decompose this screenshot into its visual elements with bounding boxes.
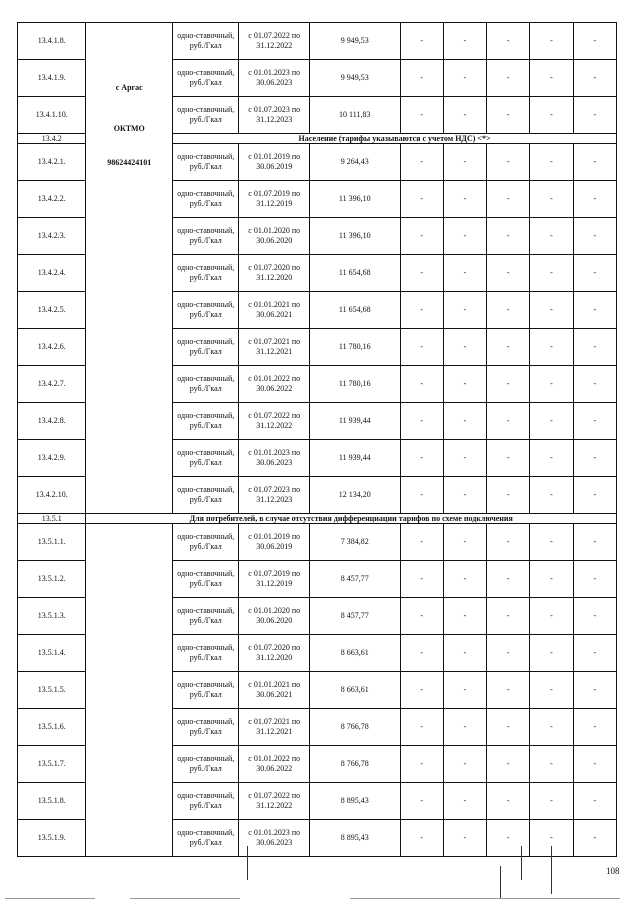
page-number: 108 (606, 866, 620, 876)
row-number: 13.4.2.4. (18, 255, 86, 292)
dash-cell: - (487, 635, 530, 672)
tariff-period: с 01.01.2023 по 30.06.2023 (239, 60, 309, 97)
dash-cell: - (573, 292, 616, 329)
tariff-type: одно-ставочный, руб./Гкал (173, 329, 239, 366)
row-number: 13.4.1.9. (18, 60, 86, 97)
tariff-type: одно-ставочный, руб./Гкал (173, 366, 239, 403)
dash-cell: - (400, 144, 443, 181)
dash-cell: - (530, 440, 573, 477)
tariff-period: с 01.07.2021 по 31.12.2021 (239, 329, 309, 366)
dash-cell: - (443, 561, 486, 598)
tariff-type: одно-ставочный, руб./Гкал (173, 672, 239, 709)
dash-cell: - (443, 255, 486, 292)
tariff-value: 8 663,61 (309, 672, 400, 709)
tariff-type: одно-ставочный, руб./Гкал (173, 477, 239, 514)
tariff-value: 10 111,83 (309, 97, 400, 134)
dash-cell: - (530, 23, 573, 60)
dash-cell: - (487, 60, 530, 97)
dash-cell: - (400, 403, 443, 440)
table-row (18, 524, 617, 561)
dash-cell: - (573, 329, 616, 366)
dash-cell: - (573, 820, 616, 857)
tariff-value: 9 949,53 (309, 60, 400, 97)
tariff-value: 8 766,78 (309, 746, 400, 783)
dash-cell: - (443, 524, 486, 561)
tariff-type: одно-ставочный, руб./Гкал (173, 635, 239, 672)
dash-cell: - (530, 672, 573, 709)
tariff-period: с 01.07.2019 по 31.12.2019 (239, 561, 309, 598)
dash-cell: - (530, 783, 573, 820)
tariff-value: 9 264,43 (309, 144, 400, 181)
tariff-value: 11 654,68 (309, 292, 400, 329)
dash-cell: - (443, 403, 486, 440)
dash-cell: - (530, 218, 573, 255)
dash-cell: - (443, 23, 486, 60)
dash-cell: - (443, 329, 486, 366)
dash-cell: - (573, 60, 616, 97)
dash-cell: - (530, 477, 573, 514)
dash-cell: - (443, 292, 486, 329)
dash-cell: - (400, 329, 443, 366)
settlement-cell (86, 23, 173, 514)
tariff-period: с 01.01.2021 по 30.06.2021 (239, 672, 309, 709)
scan-line (521, 846, 522, 880)
dash-cell: - (443, 635, 486, 672)
dash-cell: - (487, 329, 530, 366)
dash-cell: - (530, 561, 573, 598)
dash-cell: - (530, 366, 573, 403)
dash-cell: - (573, 403, 616, 440)
tariff-value: 11 780,16 (309, 366, 400, 403)
tariff-value: 11 396,10 (309, 181, 400, 218)
tariff-type: одно-ставочный, руб./Гкал (173, 440, 239, 477)
tariff-value: 11 780,16 (309, 329, 400, 366)
row-number: 13.4.1.10. (18, 97, 86, 134)
tariff-period: с 01.01.2021 по 30.06.2021 (239, 292, 309, 329)
dash-cell: - (400, 97, 443, 134)
dash-cell: - (530, 144, 573, 181)
dash-cell: - (400, 60, 443, 97)
dash-cell: - (573, 218, 616, 255)
dash-cell: - (487, 524, 530, 561)
tariff-type: одно-ставочный, руб./Гкал (173, 561, 239, 598)
dash-cell: - (443, 709, 486, 746)
dash-cell: - (573, 746, 616, 783)
scan-line (130, 898, 240, 899)
dash-cell: - (443, 783, 486, 820)
dash-cell: - (530, 524, 573, 561)
dash-cell: - (400, 218, 443, 255)
tariff-period: с 01.01.2019 по 30.06.2019 (239, 524, 309, 561)
dash-cell: - (530, 255, 573, 292)
row-number: 13.4.2.10. (18, 477, 86, 514)
settlement-oktmo-label: ОКТМО (113, 124, 145, 133)
row-number: 13.5.1.2. (18, 561, 86, 598)
dash-cell: - (487, 97, 530, 134)
dash-cell: - (487, 746, 530, 783)
tariff-period: с 01.01.2020 по 30.06.2020 (239, 218, 309, 255)
dash-cell: - (443, 60, 486, 97)
row-number: 13.4.2.5. (18, 292, 86, 329)
dash-cell: - (530, 181, 573, 218)
row-number: 13.5.1.6. (18, 709, 86, 746)
dash-cell: - (400, 672, 443, 709)
tariff-period: с 01.01.2022 по 30.06.2022 (239, 746, 309, 783)
tariff-period: с 01.07.2022 по 31.12.2022 (239, 23, 309, 60)
row-number: 13.4.2.2. (18, 181, 86, 218)
dash-cell: - (573, 144, 616, 181)
settlement-oktmo-code: 98624424101 (107, 158, 152, 167)
tariff-period: с 01.07.2020 по 31.12.2020 (239, 255, 309, 292)
dash-cell: - (400, 783, 443, 820)
dash-cell: - (573, 23, 616, 60)
row-number: 13.5.1.9. (18, 820, 86, 857)
dash-cell: - (530, 598, 573, 635)
dash-cell: - (530, 60, 573, 97)
dash-cell: - (443, 598, 486, 635)
tariff-value: 11 654,68 (309, 255, 400, 292)
tariff-value: 12 134,20 (309, 477, 400, 514)
tariff-period: с 01.01.2023 по 30.06.2023 (239, 820, 309, 857)
dash-cell: - (487, 561, 530, 598)
section-title: Для потребителей, в случае отсутствия дифференциации тарифов по схеме подключения (86, 514, 617, 524)
tariff-period: с 01.07.2023 по 31.12.2023 (239, 477, 309, 514)
dash-cell: - (573, 635, 616, 672)
scan-line (350, 898, 620, 899)
dash-cell: - (487, 672, 530, 709)
dash-cell: - (400, 561, 443, 598)
row-number: 13.5.1.5. (18, 672, 86, 709)
table-row (18, 23, 617, 60)
tariff-value: 7 384,82 (309, 524, 400, 561)
tariff-period: с 01.07.2022 по 31.12.2022 (239, 783, 309, 820)
tariff-value: 8 766,78 (309, 709, 400, 746)
dash-cell: - (487, 144, 530, 181)
row-number: 13.4.2.1. (18, 144, 86, 181)
dash-cell: - (487, 709, 530, 746)
tariff-period: с 01.01.2020 по 30.06.2020 (239, 598, 309, 635)
dash-cell: - (530, 292, 573, 329)
row-number: 13.5.1.8. (18, 783, 86, 820)
dash-cell: - (487, 440, 530, 477)
tariff-type: одно-ставочный, руб./Гкал (173, 524, 239, 561)
dash-cell: - (443, 181, 486, 218)
dash-cell: - (487, 820, 530, 857)
dash-cell: - (487, 255, 530, 292)
tariff-type: одно-ставочный, руб./Гкал (173, 60, 239, 97)
row-number: 13.5.1.7. (18, 746, 86, 783)
dash-cell: - (487, 598, 530, 635)
row-number: 13.4.2.6. (18, 329, 86, 366)
dash-cell: - (400, 820, 443, 857)
tariff-type: одно-ставочный, руб./Гкал (173, 97, 239, 134)
dash-cell: - (487, 218, 530, 255)
tariff-value: 11 939,44 (309, 403, 400, 440)
tariff-value: 8 895,43 (309, 783, 400, 820)
dash-cell: - (443, 820, 486, 857)
row-number: 13.5.1.4. (18, 635, 86, 672)
tariff-type: одно-ставочный, руб./Гкал (173, 746, 239, 783)
scan-line (500, 866, 501, 898)
dash-cell: - (530, 820, 573, 857)
dash-cell: - (530, 709, 573, 746)
settlement-cell-empty (86, 524, 173, 857)
dash-cell: - (530, 329, 573, 366)
scan-line (247, 846, 248, 880)
dash-cell: - (487, 292, 530, 329)
dash-cell: - (573, 524, 616, 561)
dash-cell: - (443, 477, 486, 514)
section-number: 13.4.2 (18, 134, 86, 144)
row-number: 13.4.2.9. (18, 440, 86, 477)
tariff-type: одно-ставочный, руб./Гкал (173, 292, 239, 329)
row-number: 13.5.1.3. (18, 598, 86, 635)
dash-cell: - (573, 440, 616, 477)
dash-cell: - (530, 635, 573, 672)
tariff-value: 11 939,44 (309, 440, 400, 477)
tariff-value: 8 457,77 (309, 561, 400, 598)
tariff-type: одно-ставочный, руб./Гкал (173, 23, 239, 60)
tariff-value: 8 457,77 (309, 598, 400, 635)
dash-cell: - (443, 366, 486, 403)
dash-cell: - (443, 440, 486, 477)
dash-cell: - (487, 477, 530, 514)
dash-cell: - (400, 366, 443, 403)
dash-cell: - (400, 746, 443, 783)
dash-cell: - (400, 292, 443, 329)
tariff-type: одно-ставочный, руб./Гкал (173, 181, 239, 218)
scan-line (551, 846, 552, 894)
tariff-period: с 01.01.2023 по 30.06.2023 (239, 440, 309, 477)
dash-cell: - (443, 144, 486, 181)
dash-cell: - (400, 181, 443, 218)
dash-cell: - (443, 218, 486, 255)
section-title: Население (тарифы указываются с учетом НДС) <*> (173, 134, 617, 144)
dash-cell: - (573, 181, 616, 218)
dash-cell: - (573, 97, 616, 134)
dash-cell: - (400, 635, 443, 672)
section-header-row (18, 514, 617, 524)
dash-cell: - (573, 255, 616, 292)
tariff-value: 8 895,43 (309, 820, 400, 857)
dash-cell: - (443, 746, 486, 783)
row-number: 13.4.2.8. (18, 403, 86, 440)
tariff-type: одно-ставочный, руб./Гкал (173, 403, 239, 440)
tariff-period: с 01.07.2019 по 31.12.2019 (239, 181, 309, 218)
row-number: 13.5.1.1. (18, 524, 86, 561)
dash-cell: - (400, 255, 443, 292)
dash-cell: - (400, 598, 443, 635)
tariff-type: одно-ставочный, руб./Гкал (173, 598, 239, 635)
dash-cell: - (400, 440, 443, 477)
tariff-table (17, 22, 617, 857)
tariff-value: 9 949,53 (309, 23, 400, 60)
dash-cell: - (487, 783, 530, 820)
tariff-type: одно-ставочный, руб./Гкал (173, 144, 239, 181)
tariff-type: одно-ставочный, руб./Гкал (173, 783, 239, 820)
dash-cell: - (573, 561, 616, 598)
dash-cell: - (530, 746, 573, 783)
dash-cell: - (573, 709, 616, 746)
dash-cell: - (400, 709, 443, 746)
dash-cell: - (573, 598, 616, 635)
dash-cell: - (573, 672, 616, 709)
tariff-period: с 01.01.2019 по 30.06.2019 (239, 144, 309, 181)
dash-cell: - (487, 23, 530, 60)
dash-cell: - (573, 366, 616, 403)
dash-cell: - (487, 181, 530, 218)
dash-cell: - (530, 403, 573, 440)
tariff-type: одно-ставочный, руб./Гкал (173, 820, 239, 857)
dash-cell: - (487, 403, 530, 440)
dash-cell: - (443, 97, 486, 134)
tariff-period: с 01.07.2023 по 31.12.2023 (239, 97, 309, 134)
dash-cell: - (530, 97, 573, 134)
section-number: 13.5.1 (18, 514, 86, 524)
row-number: 13.4.1.8. (18, 23, 86, 60)
tariff-period: с 01.07.2020 по 31.12.2020 (239, 635, 309, 672)
dash-cell: - (573, 477, 616, 514)
tariff-period: с 01.07.2021 по 31.12.2021 (239, 709, 309, 746)
dash-cell: - (400, 477, 443, 514)
dash-cell: - (487, 366, 530, 403)
dash-cell: - (573, 783, 616, 820)
scan-line (5, 898, 95, 899)
tariff-type: одно-ставочный, руб./Гкал (173, 218, 239, 255)
dash-cell: - (400, 524, 443, 561)
tariff-value: 11 396,10 (309, 218, 400, 255)
row-number: 13.4.2.7. (18, 366, 86, 403)
tariff-period: с 01.07.2022 по 31.12.2022 (239, 403, 309, 440)
settlement-name: с Аргас (115, 83, 143, 92)
row-number: 13.4.2.3. (18, 218, 86, 255)
dash-cell: - (443, 672, 486, 709)
dash-cell: - (400, 23, 443, 60)
tariff-type: одно-ставочный, руб./Гкал (173, 709, 239, 746)
tariff-type: одно-ставочный, руб./Гкал (173, 255, 239, 292)
tariff-value: 8 663,61 (309, 635, 400, 672)
tariff-period: с 01.01.2022 по 30.06.2022 (239, 366, 309, 403)
